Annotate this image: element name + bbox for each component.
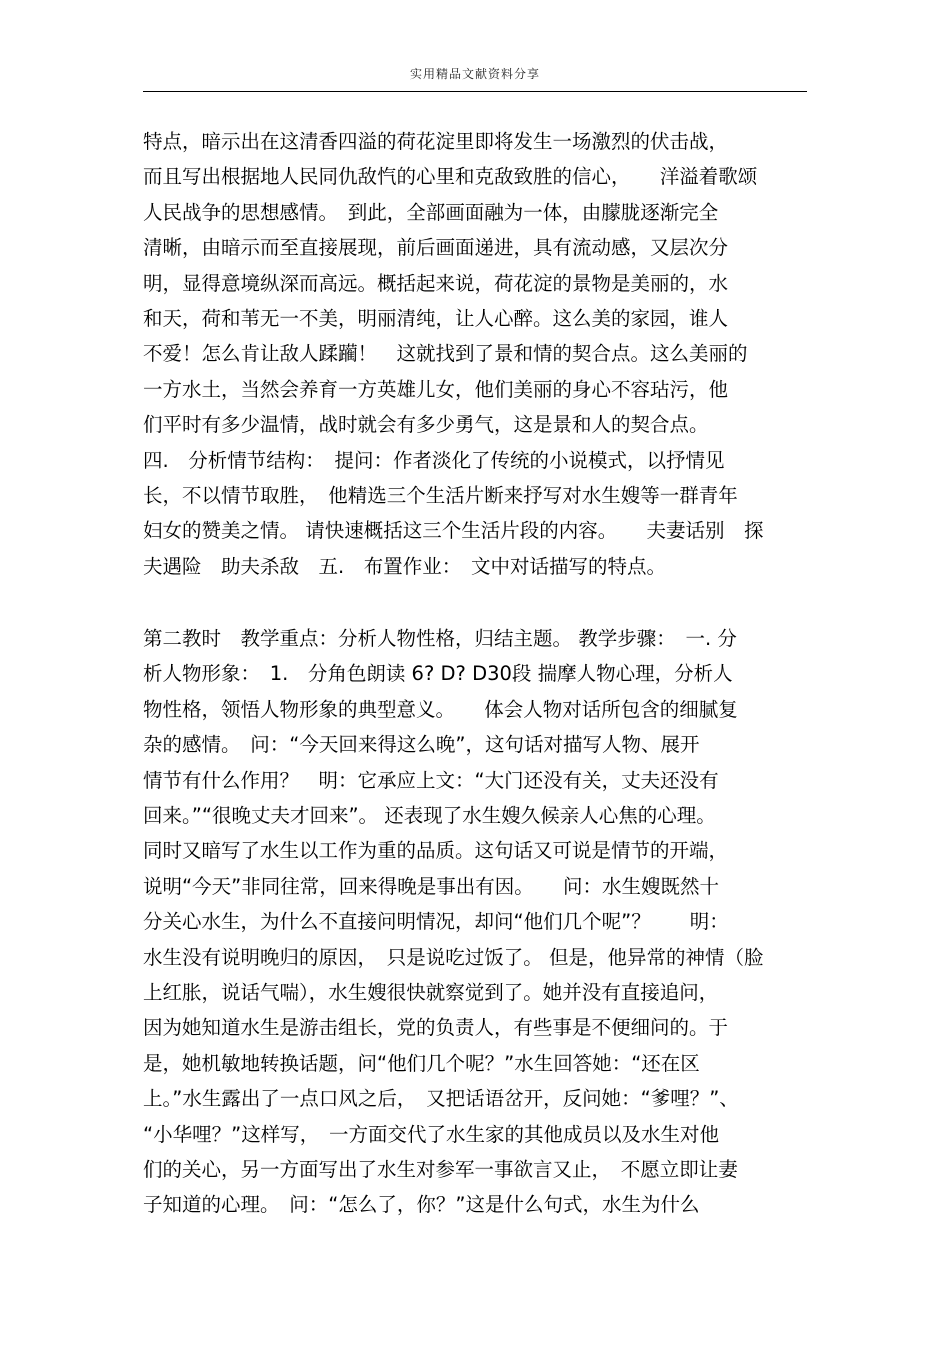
- text-line: 子知道的心理。 问：“怎么了，你？”这是什么句式，水生为什么: [143, 1193, 700, 1217]
- text-line: 杂的感情。 问：“今天回来得这么晚”，这句话对描写人物、展开: [143, 733, 700, 757]
- document-body: [143, 124, 823, 1223]
- paragraph-1: [143, 124, 823, 584]
- text-line: 上红胀，说话气喘），水生嫂很快就察觉到了。她并没有直接追问，: [143, 980, 719, 1004]
- text-line: 和天，荷和苇无一不美，明丽清纯，让人心醉。这么美的家园，谁人: [143, 306, 729, 330]
- text-line: 情节有什么作用？ 明：它承应上文：“大门还没有关，丈夫还没有: [143, 768, 719, 792]
- text-line: 上。”水生露出了一点口风之后， 又把话语岔开，反问她：“爹哩？”、: [143, 1087, 739, 1111]
- paragraph-gap: [143, 584, 823, 621]
- page-header: 实用精品文献资料分享: [409, 67, 540, 81]
- text-line: 明，显得意境纵深而高远。概括起来说，荷花淀的景物是美丽的，水: [143, 271, 729, 295]
- text-line: “小华哩？”这样写， 一方面交代了水生家的其他成员以及水生对他: [143, 1122, 719, 1146]
- text-line: 们的关心，另一方面写出了水生对参军一事欲言又止， 不愿立即让妻: [143, 1157, 738, 1181]
- text-line: 第二教时 教学重点：分析人物性格，归结主题。 教学步骤： 一. 分: [143, 627, 737, 651]
- text-line: 是，她机敏地转换话题，问“他们几个呢？”水生回答她：“还在区: [143, 1051, 700, 1075]
- text-line: 四. 分析情节结构： 提问：作者淡化了传统的小说模式，以抒情见: [143, 448, 725, 472]
- text-line: 一方水土，当然会养育一方英雄儿女，他们美丽的身心不容玷污，他: [143, 377, 729, 401]
- text-line: 分关心水生，为什么不直接问明情况，却问“他们几个呢”？ 明：: [143, 910, 729, 934]
- text-line: 妇女的赞美之情。 请快速概括这三个生活片段的内容。 夫妻话别 探: [143, 519, 764, 543]
- text-line: 说明“今天”非同往常，回来得晚是事出有因。 问：水生嫂既然十: [143, 874, 719, 898]
- text-line: 回来。”“很晚丈夫才回来”。 还表现了水生嫂久候亲人心焦的心理。: [143, 804, 716, 828]
- text-line: 特点，暗示出在这清香四溢的荷花淀里即将发生一场激烈的伏击战，: [143, 130, 729, 153]
- text-line: 们平时有多少温情，战时就会有多少勇气，这是景和人的契合点。: [143, 413, 709, 437]
- text-line: 水生没有说明晚归的原因， 只是说吃过饭了。 但是，他异常的神情（脸: [143, 945, 764, 969]
- text-line: 长，不以情节取胜， 他精选三个生活片断来抒写对水生嫂等一群青年: [143, 483, 738, 507]
- text-line: 不爱！怎么肯让敌人蹂躏！ 这就找到了景和情的契合点。这么美丽的: [143, 342, 748, 366]
- text-line: 清晰，由暗示而至直接展现，前后画面递进，具有流动感，又层次分: [143, 236, 729, 260]
- text-line: 同时又暗写了水生以工作为重的品质。这句话又可说是情节的开端，: [143, 839, 729, 863]
- text-line: 物性格，领悟人物形象的典型意义。 体会人物对话所包含的细腻复: [143, 697, 738, 721]
- text-line: 而且写出根据地人民同仇敌忾的心里和克敌致胜的信心， 洋溢着歌颂: [143, 165, 758, 189]
- paragraph-2: [143, 621, 823, 1223]
- text-line: 析人物形象： 1. 分角色朗读 6? D? D30段 揣摩人物心理，分析人: [143, 662, 733, 686]
- text-line: 因为她知道水生是游击组长，党的负责人，有些事是不便细问的。于: [143, 1016, 729, 1040]
- header-rule: [143, 91, 807, 92]
- text-line: 夫遇险 助夫杀敌 五. 布置作业： 文中对话描写的特点。: [143, 554, 666, 578]
- text-line: 人民战争的思想感情。 到此，全部画面融为一体，由朦胧逐渐完全: [143, 200, 719, 224]
